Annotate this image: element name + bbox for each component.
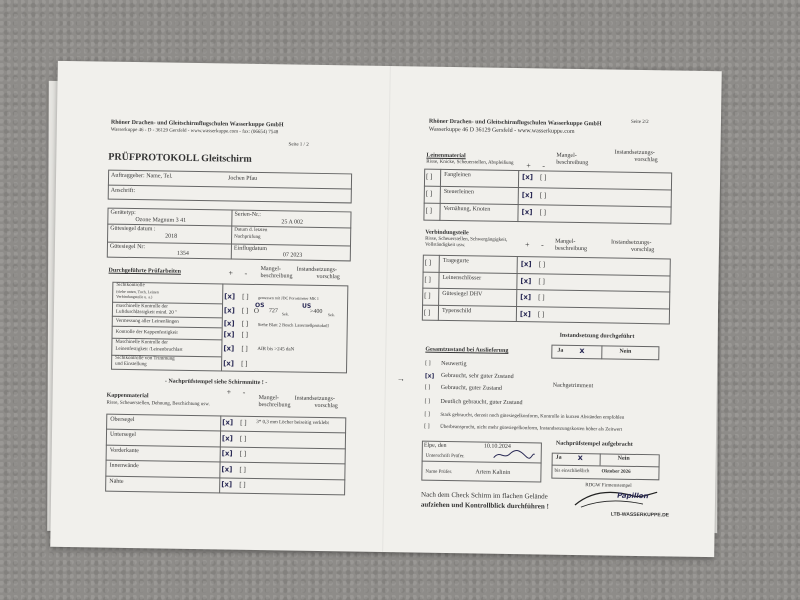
right-page-number: Seite 2/2 bbox=[630, 119, 649, 126]
leinen-sub: Risse, Knicke, Scheuerstellen, Abspleißung bbox=[426, 159, 514, 166]
seriennr-label: Serien-Nr.: bbox=[234, 211, 262, 219]
closing-line-1: Nach dem Check Schirm im flachen Gelände bbox=[421, 490, 548, 501]
porosity-us-label: US bbox=[301, 302, 312, 310]
bis-label: bis einschließlich bbox=[554, 468, 590, 475]
geraetetyp-value: Ozone Magnum 3 41 bbox=[135, 217, 187, 224]
verbindung-heading: Verbindungsteile bbox=[425, 229, 469, 237]
verbindung-mangel-header-2: beschreibung bbox=[554, 245, 588, 253]
kappen-heading: Kappenmaterial bbox=[106, 392, 149, 400]
pruef-row-6-label-2: und Einstellung bbox=[115, 361, 147, 368]
kappen-row-5-plus-checkbox[interactable]: [x] bbox=[221, 480, 233, 489]
gesamt-row-3-check[interactable]: [ ] bbox=[424, 384, 431, 391]
right-mangel-header-2: beschreibung bbox=[556, 159, 589, 167]
kappen-minus-header: - bbox=[242, 387, 246, 397]
kappen-row-3-minus-checkbox[interactable]: [ ] bbox=[239, 449, 247, 458]
porosity-circle-mark: O bbox=[253, 306, 260, 316]
verbindung-plus-header: + bbox=[524, 240, 530, 250]
porosity-us-unit: Sek. bbox=[327, 312, 335, 318]
right-plus-header: + bbox=[526, 161, 531, 171]
verbindung-row-1-plus-checkbox[interactable]: [x] bbox=[520, 260, 532, 269]
verbindung-row-2-plus-checkbox[interactable]: [x] bbox=[520, 277, 532, 286]
pruef-row-6-plus-checkbox[interactable]: [x] bbox=[223, 359, 235, 368]
kappen-row-2-label: Untersegel bbox=[109, 431, 137, 439]
leinen-row-1-label: Fangleinen bbox=[444, 171, 471, 179]
pruef-row-3-note: Siehe Blatt 2 Bosch Lasermeßprotokoll bbox=[257, 321, 329, 329]
pruef-row-2-minus-checkbox[interactable]: [ ] bbox=[241, 306, 249, 315]
stempel-heading: Nachprüfstempel aufgebracht bbox=[555, 440, 633, 448]
instand-header-2: vorschlag bbox=[316, 273, 340, 281]
pruef-row-5-label-2: Leinenfestigkeit /Leinenbruchlast bbox=[115, 346, 183, 353]
kappen-row-1-minus-checkbox[interactable]: [ ] bbox=[240, 418, 247, 427]
right-org-address: Wasserkuppe 46 D 36129 Gersfeld - www.wasserkuppe.com bbox=[428, 126, 575, 135]
verbindung-row-2-label: Leinenschlösser bbox=[442, 274, 482, 282]
closing-line-2: aufziehen und Kontrollblick durchführen ! bbox=[420, 500, 549, 511]
gesamt-row-4-check[interactable]: [ ] bbox=[424, 398, 431, 405]
pruef-row-1-plus-checkbox[interactable]: [x] bbox=[224, 292, 236, 301]
name-value: Artem Kalinin bbox=[475, 469, 511, 476]
kappen-row-2-minus-checkbox[interactable]: [ ] bbox=[239, 434, 247, 443]
verbindung-row-2-check[interactable]: [ ] bbox=[424, 275, 431, 284]
left-page-number: Seite 1 / 2 bbox=[288, 142, 309, 148]
porosity-os-unit: Sek. bbox=[281, 311, 289, 317]
kappen-row-3-plus-checkbox[interactable]: [x] bbox=[221, 449, 233, 458]
kappen-row-1-note: 3* 0,3 mm Löcher beiseitig verklebt bbox=[256, 419, 329, 427]
kappen-row-4-minus-checkbox[interactable]: [ ] bbox=[239, 465, 246, 474]
kappen-sub: Risse, Scheuerstellen, Dehnung, Beschichtung usw. bbox=[106, 400, 210, 408]
geraetetyp-label: Gerätetyp: bbox=[110, 209, 136, 217]
verbindung-row-1-minus-checkbox[interactable]: [ ] bbox=[538, 260, 546, 269]
verbindung-row-4-check[interactable]: [ ] bbox=[423, 308, 431, 317]
guetesiegel-nr-value: 1354 bbox=[176, 250, 189, 257]
gesamt-row-5-check[interactable]: [ ] bbox=[424, 411, 430, 418]
pruef-row-3-minus-checkbox[interactable]: [ ] bbox=[241, 319, 249, 328]
pruef-heading: Durchgeführte Prüfarbeiten bbox=[108, 267, 181, 275]
guetesiegel-nr-label: Gütesiegel Nr: bbox=[109, 243, 146, 251]
verbindung-minus-header: - bbox=[540, 240, 544, 250]
pruef-row-2-label-1: maschinelle Kontrolle der bbox=[115, 303, 168, 310]
pruef-row-4-minus-checkbox[interactable]: [ ] bbox=[241, 330, 249, 339]
instandsetzung-ja-label: Ja bbox=[557, 347, 564, 354]
plus-header: + bbox=[228, 268, 234, 278]
date-value: 10.10.2024 bbox=[483, 443, 511, 450]
verbindung-instand-header-1: Instandsetzungs- bbox=[611, 239, 652, 247]
kappen-instand-header-2: vorschlag bbox=[314, 402, 338, 410]
kappen-row-1-plus-checkbox[interactable]: [x] bbox=[222, 418, 234, 427]
gesamt-row-5-label: Stark gebraucht, derzeit noch gütesiegelkonform, Kontrolle in kurzen Abständen empfohlen bbox=[440, 412, 625, 421]
leinen-row-3-minus-checkbox[interactable]: [ ] bbox=[539, 208, 547, 217]
kappen-row-2-plus-checkbox[interactable]: [x] bbox=[221, 434, 233, 443]
verbindung-sub-2: Vollständigkeit usw. bbox=[424, 242, 466, 249]
kappen-mangel-header-1: Mangel- bbox=[258, 395, 279, 402]
stamp-note: - Nachprüfstempel siehe Schirmmitte ! - bbox=[164, 378, 268, 387]
verbindung-mangel-header-1: Mangel- bbox=[555, 238, 576, 245]
pruef-row-2-label-2: Luftdurchlässigkeit mind. 20 '' bbox=[115, 309, 177, 316]
pruef-row-5-plus-checkbox[interactable]: [x] bbox=[223, 344, 235, 353]
instand-header-1: Instandsetzungs- bbox=[296, 266, 337, 274]
kappen-row-4-label: Innenwände bbox=[109, 462, 139, 470]
leinen-row-1-minus-checkbox[interactable]: [ ] bbox=[540, 173, 547, 182]
inspector-signature-mark bbox=[492, 448, 536, 463]
left-org-title: Rhöner Drachen- und Gleitschirmflugschulen Wasserkuppe GmbH bbox=[110, 119, 284, 129]
device-box bbox=[107, 208, 352, 262]
pruef-row-1-note: gemessen mit JDC Porosimeter MK 1 bbox=[258, 294, 319, 301]
stempel-ja-label: Ja bbox=[555, 454, 562, 461]
doc-title: PRÜFPROTOKOLL Gleitschirm bbox=[108, 151, 252, 165]
verbindung-row-4-label: Typenschild bbox=[441, 307, 472, 315]
pruef-row-1-minus-checkbox[interactable]: [ ] bbox=[242, 292, 249, 301]
pruef-row-6-minus-checkbox[interactable]: [ ] bbox=[241, 359, 248, 368]
gesamt-row-3-label: Gebraucht, guter Zustand bbox=[440, 384, 502, 392]
rdgw-label: RDGW Firmenstempel bbox=[585, 483, 632, 489]
verbindung-row-2-minus-checkbox[interactable]: [ ] bbox=[538, 277, 545, 286]
leinen-row-1-check[interactable]: [ ] bbox=[426, 172, 433, 181]
pruef-row-2-plus-checkbox[interactable]: [x] bbox=[223, 306, 235, 315]
kappen-row-1-label: Obersegel bbox=[110, 416, 135, 424]
kappen-plus-header: + bbox=[226, 387, 232, 397]
verbindung-row-3-label: Gütesiegel DHV bbox=[442, 290, 483, 298]
verbindung-row-1-label: Tragegurte bbox=[442, 257, 469, 265]
pruef-row-1-label-3: Verbindungsteile u. a.) bbox=[116, 293, 153, 300]
instandsetzung-box bbox=[551, 345, 659, 361]
gesamt-row-6-label: Überbeansprucht, nicht mehr gütesiegelkonform, Instandsetzungskosten höher als Zeitwert bbox=[440, 424, 623, 433]
guetesiegel-datum-value: 2018 bbox=[165, 233, 178, 240]
stempel-ja-checkbox[interactable]: x bbox=[577, 453, 583, 463]
verbindung-sub-1: Risse, Scheuerstellen, Schwergängigkeit, bbox=[425, 236, 508, 243]
leinen-row-2-check[interactable]: [ ] bbox=[425, 189, 433, 198]
instandsetzung-ja-checkbox[interactable]: x bbox=[579, 346, 585, 356]
minus-header: - bbox=[244, 268, 248, 278]
kappen-row-3-label: Vorderkante bbox=[109, 447, 140, 455]
pointer-arrow-icon: → bbox=[396, 374, 405, 384]
pruef-row-5-minus-checkbox[interactable]: [ ] bbox=[241, 344, 248, 353]
anschrift-label: Anschrift: bbox=[110, 187, 136, 195]
left-org-address: Wasserkuppe 46 - D - 36129 Gersfeld - www.wasserkuppe.com - fax: (06654) 7548 bbox=[110, 127, 279, 136]
unterschrift-label: Unterschrift Prüfer. bbox=[425, 453, 465, 460]
gesamt-heading: Gesamtzustand bei Auslieferung bbox=[425, 346, 509, 354]
leinen-heading: Leinenmaterial bbox=[426, 152, 466, 160]
leinen-row-2-plus-checkbox[interactable]: [x] bbox=[521, 191, 533, 200]
gesamt-row-1-label: Neuwertig bbox=[441, 360, 467, 368]
porosity-os-label: OS bbox=[254, 301, 265, 310]
nachtrimment-label: Nachgetrimment bbox=[552, 382, 594, 390]
stempel-nein-label: Nein bbox=[617, 455, 630, 462]
kappen-row-5-label: Nähte bbox=[109, 478, 124, 485]
mangel-header-1: Mangel- bbox=[260, 266, 281, 273]
signature-text: Papillon bbox=[617, 491, 649, 501]
right-instand-header-2: vorschlag bbox=[634, 156, 658, 164]
kappen-instand-header-1: Instandsetzungs- bbox=[294, 395, 335, 403]
porosity-us-value: >400 bbox=[309, 308, 323, 315]
leinen-row-1-plus-checkbox[interactable]: [x] bbox=[522, 173, 534, 182]
leinen-row-3-plus-checkbox[interactable]: [x] bbox=[521, 208, 533, 217]
verbindung-row-3-check[interactable]: [ ] bbox=[424, 291, 431, 300]
pruef-row-3-label-1: Vermessung aller Leinenlängen bbox=[115, 318, 179, 325]
pruef-row-5-note: AIR bis >245 daN bbox=[257, 346, 295, 353]
leinen-row-2-label: Steuerleinen bbox=[443, 188, 474, 196]
name-label: Name Prüfer. bbox=[425, 469, 453, 476]
auftraggeber-value: Jochen Pfau bbox=[227, 175, 258, 182]
pruef-row-6-label-1: Sichtkontrolle von Trimmung bbox=[115, 355, 175, 362]
kappen-mangel-header-2: beschreibung bbox=[258, 402, 291, 409]
gesamt-row-2-label: Gebraucht, sehr guter Zustand bbox=[440, 372, 514, 381]
pruef-row-4-label-1: Kontrolle der Kappenfestigkeit bbox=[115, 329, 178, 336]
pruef-row-5-label-1: Maschinelle Kontrolle der bbox=[115, 339, 168, 346]
logo-text: LTB-WASSERKUPPE.DE bbox=[610, 511, 670, 519]
letzte-pruefung-label-1: Datum d. letzten bbox=[234, 227, 268, 234]
gesamt-row-4-label: Deutlich gebraucht, guter Zustand bbox=[440, 398, 523, 407]
right-instand-header-1: Instandsetzungs- bbox=[614, 149, 655, 157]
kappen-row-4-plus-checkbox[interactable]: [x] bbox=[221, 465, 233, 474]
pruef-row-4-plus-checkbox[interactable]: [x] bbox=[223, 330, 235, 339]
right-mangel-header-1: Mangel- bbox=[556, 152, 577, 159]
verbindung-row-3-minus-checkbox[interactable]: [ ] bbox=[538, 293, 545, 302]
seriennr-value: 25 A 002 bbox=[281, 219, 304, 226]
letzte-pruefung-label-2: Nachprüfung bbox=[234, 234, 261, 241]
verbindung-row-4-minus-checkbox[interactable]: [ ] bbox=[537, 310, 545, 319]
verbindung-row-3-plus-checkbox[interactable]: [x] bbox=[520, 293, 532, 302]
pruef-row-1-label-2: (siehe unten, Tuch, Leinen bbox=[116, 288, 159, 295]
inspection-protocol-sheet bbox=[50, 61, 722, 557]
verbindung-instand-header-2: vorschlag bbox=[630, 246, 655, 254]
pruef-row-1-label-1: Sichtkontrolle bbox=[116, 282, 145, 289]
leinen-row-3-check[interactable]: [ ] bbox=[425, 206, 433, 215]
instandsetzung-heading: Instandsetzung durchgeführt bbox=[559, 332, 635, 340]
kappen-row-5-minus-checkbox[interactable]: [ ] bbox=[239, 480, 246, 489]
guetesiegel-datum-label: Gütesiegel datum : bbox=[110, 225, 156, 233]
ort-datum-label: Elpe, den bbox=[423, 442, 447, 449]
pruef-row-3-plus-checkbox[interactable]: [x] bbox=[223, 319, 235, 328]
verbindung-row-1-check[interactable]: [ ] bbox=[424, 258, 432, 267]
gesamt-row-2-check[interactable]: [x] bbox=[424, 372, 435, 380]
right-org-title: Rhöner Drachen- und Gleitschirmflugschulen Wasserkuppe GmbH bbox=[428, 118, 602, 128]
einflugdatum-value: 07 2023 bbox=[282, 252, 303, 259]
leinen-row-3-label: Vernähung, Knoten bbox=[443, 205, 491, 213]
gesamt-row-1-check[interactable]: [ ] bbox=[425, 360, 431, 367]
mangel-header-2: beschreibung bbox=[260, 273, 293, 280]
gesamt-row-6-check[interactable]: [ ] bbox=[424, 423, 430, 430]
leinen-row-2-minus-checkbox[interactable]: [ ] bbox=[539, 191, 547, 200]
right-minus-header: - bbox=[542, 161, 546, 171]
bis-value: Oktober 2026 bbox=[601, 469, 631, 475]
einflugdatum-label: Einflugdatum bbox=[233, 245, 267, 253]
auftraggeber-label: Auftraggeber: Name, Tel. bbox=[111, 172, 173, 180]
verbindung-row-4-plus-checkbox[interactable]: [x] bbox=[519, 310, 531, 319]
fold-line bbox=[382, 66, 391, 552]
instandsetzung-nein-label: Nein bbox=[619, 348, 632, 355]
porosity-os-value: 727 bbox=[268, 308, 278, 315]
